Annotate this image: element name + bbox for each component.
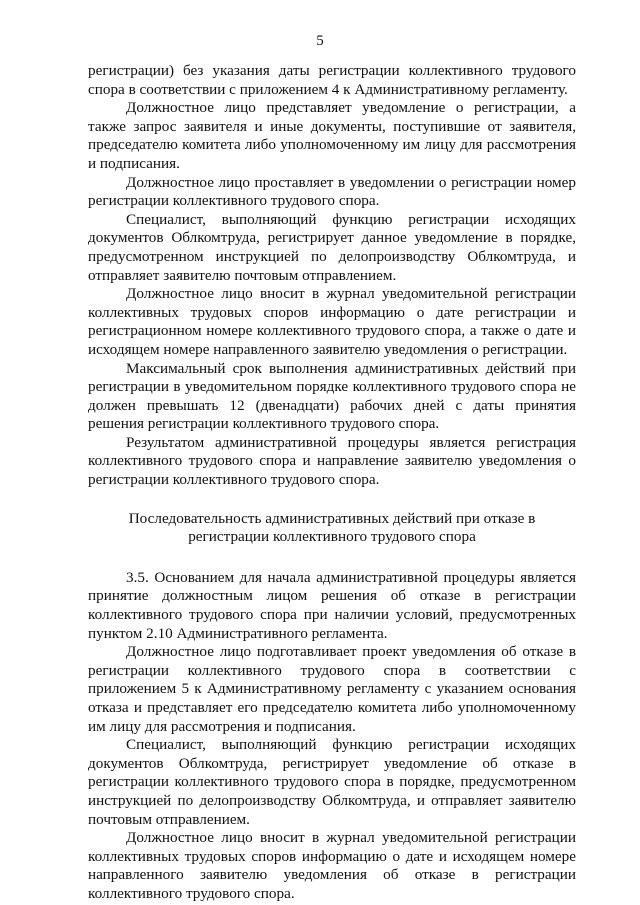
page-number: 5 [316,33,324,49]
paragraph-refusal-draft: Должностное лицо подготавливает проект уведомления об отказе в регистрации коллективного трудового спора в соответствии с приложением 5 к Административному регламенту с указанием основания отказа и представляет его председателю комитета либо уполномоченному им лицу для рассмотрения и подписания. [88,643,576,735]
paragraph-result: Результатом административной процедуры является регистрация коллективного трудового спора и направление заявителю уведомления о регистрации коллективного трудового спора. [88,433,576,489]
document-body [88,62,576,904]
paragraph-continuation: регистрации) без указания даты регистрации коллективного трудового спора в соответствии с приложением 4 к Административному регламенту. [88,62,576,98]
paragraph-max-term: Максимальный срок выполнения административных действий при регистрации в уведомительном порядке коллективного трудового спора не должен превышать 12 (двенадцати) рабочих дней с даты принятия решения регистрации коллективного трудового спора. [88,359,576,433]
paragraph-refusal-registration: Специалист, выполняющий функцию регистрации исходящих документов Облкомтруда, регистрирует уведомление об отказе в регистрации коллективного трудового спора в порядке, предусмотренном инструкцией по делопроизводству Облкомтруда, и отправляет заявителю почтовым отправлением. [88,736,576,828]
paragraph-refusal-journal: Должностное лицо вносит в журнал уведомительной регистрации коллективных трудовых споров информацию о дате и исходящем номере направленного заявителю уведомления об отказе в регистрации коллективного трудового спора. [88,829,576,902]
section-heading: Последовательность административных действий при отказе в регистрации коллективного трудового спора [128,509,536,546]
paragraph-notification-submission: Должностное лицо представляет уведомление о регистрации, а также запрос заявителя и иные документы, поступившие от заявителя, председателю комитета либо уполномоченному им лицу для рассмотрения и подписания. [88,99,576,172]
paragraph-outgoing-registration: Специалист, выполняющий функцию регистрации исходящих документов Облкомтруда, регистрирует данное уведомление в порядке, предусмотренном инструкцией по делопроизводству Облкомтруда, и отправляет заявителю почтовым отправлением. [88,210,576,284]
paragraph-journal-entry: Должностное лицо вносит в журнал уведомительной регистрации коллективных трудовых споров информацию о дате регистрации и регистрационном номере коллективного трудового спора, а также о дате и исходящем номере направленного заявителю уведомления о регистрации. [88,285,576,358]
paragraph-registration-number: Должностное лицо проставляет в уведомлении о регистрации номер регистрации коллективного трудового спора. [88,173,576,210]
paragraph-3-5: 3.5. Основанием для начала административной процедуры является принятие должностным лицом решения об отказе в регистрации коллективного трудового спора при наличии условий, предусмотренных пунктом 2.10 Административного регламента. [88,568,576,642]
